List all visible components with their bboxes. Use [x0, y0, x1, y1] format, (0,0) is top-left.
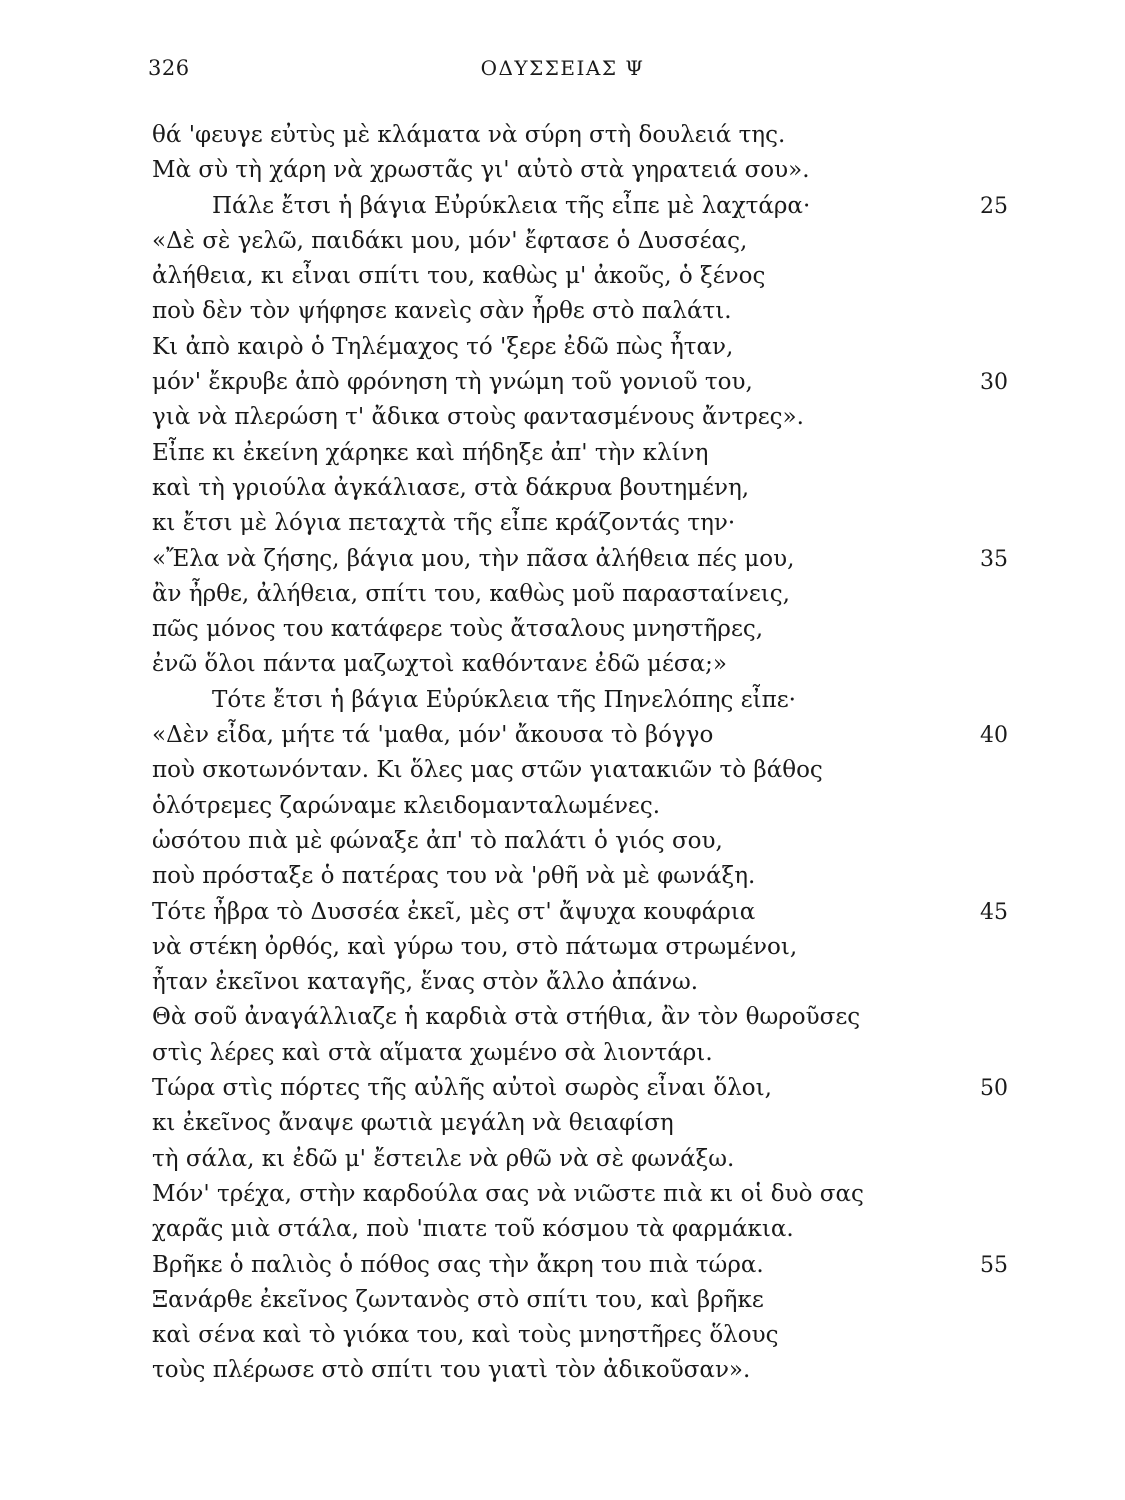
verse-line [0, 189, 1125, 224]
verse-text: χαρᾶς μιὰ στάλα, ποὺ 'πιατε τοῦ κόσμου τὰ φαρμάκια. [152, 1216, 794, 1243]
verse-text: νὰ στέκη ὀρθός, καὶ γύρω του, στὸ πάτωμα στρωμένοι, [152, 933, 798, 960]
verse-text: τὴ σάλα, κι ἐδῶ μ' ἔστειλε νὰ ρθῶ νὰ σὲ φωνάξω. [152, 1145, 735, 1172]
verse-text: ὡσότου πιὰ μὲ φώναξε ἀπ' τὸ παλάτι ὁ γιός σου, [152, 827, 723, 854]
verse-text: «Δὲ σὲ γελῶ, παιδάκι μου, μόν' ἔφτασε ὁ Δυσσέας, [152, 227, 748, 254]
poem-body [0, 118, 1125, 1389]
verse-line [0, 612, 1125, 647]
verse-text: ποὺ πρόσταξε ὁ πατέρας του νὰ 'ρθῆ νὰ μὲ φωνάξη. [152, 863, 756, 890]
verse-line [0, 224, 1125, 259]
verse-text: Ξανάρθε ἐκεῖνος ζωντανὸς στὸ σπίτι του, καὶ βρῆκε [152, 1286, 764, 1313]
verse-line [0, 1283, 1125, 1318]
verse-text: πῶς μόνος του κατάφερε τοὺς ἄτσαλους μνηστῆρες, [152, 616, 764, 643]
verse-line [0, 753, 1125, 788]
verse-line [0, 965, 1125, 1000]
verse-line [0, 542, 1125, 577]
page-number: 326 [148, 56, 190, 80]
verse-line [0, 859, 1125, 894]
verse-line [0, 1248, 1125, 1283]
verse-line [0, 1106, 1125, 1141]
verse-line [0, 895, 1125, 930]
verse-line [0, 1212, 1125, 1247]
verse-text: κι ἐκεῖνος ἄναψε φωτιὰ μεγάλη νὰ θειαφίση [152, 1110, 674, 1137]
verse-text: ἂν ἦρθε, ἀλήθεια, σπίτι του, καθὼς μοῦ παρασταίνεις, [152, 580, 790, 607]
verse-line [0, 577, 1125, 612]
verse-line [0, 1177, 1125, 1212]
verse-text: γιὰ νὰ πλερώση τ' ἄδικα στοὺς φαντασμένους ἄντρες». [152, 404, 804, 431]
verse-line [0, 824, 1125, 859]
verse-text: Τότε ἦβρα τὸ Δυσσέα ἐκεῖ, μὲς στ' ἄψυχα κουφάρια [152, 898, 756, 925]
verse-text: ἐνῶ ὅλοι πάντα μαζωχτοὶ καθόντανε ἐδῶ μέσα;» [152, 651, 727, 678]
verse-number: 25 [980, 193, 1008, 219]
verse-number: 45 [980, 899, 1008, 925]
verse-line [0, 1000, 1125, 1035]
verse-line [0, 294, 1125, 329]
verse-number: 50 [980, 1076, 1008, 1102]
verse-text: Μόν' τρέχα, στὴν καρδούλα σας νὰ νιῶστε πιὰ κι οἱ δυὸ σας [152, 1180, 864, 1207]
verse-line [0, 330, 1125, 365]
verse-text: κι ἔτσι μὲ λόγια πεταχτὰ τῆς εἶπε κράζοντάς την· [152, 510, 736, 537]
verse-text: στὶς λέρες καὶ στὰ αἵματα χωμένο σὰ λιοντάρι. [152, 1039, 713, 1066]
verse-number: 35 [980, 546, 1008, 572]
verse-line [0, 506, 1125, 541]
verse-text: «Δὲν εἶδα, μήτε τά 'μαθα, μόν' ἄκουσα τὸ βόγγο [152, 722, 714, 749]
verse-line [0, 1318, 1125, 1353]
verse-number: 40 [980, 723, 1008, 749]
verse-text: Τώρα στὶς πόρτες τῆς αὐλῆς αὐτοὶ σωρὸς εἶναι ὅλοι, [152, 1075, 772, 1102]
verse-text: Τότε ἔτσι ἡ βάγια Εὐρύκλεια τῆς Πηνελόπης εἶπε· [212, 686, 796, 713]
verse-text: ἦταν ἐκεῖνοι καταγῆς, ἕνας στὸν ἄλλο ἀπάνω. [152, 969, 699, 996]
verse-line [0, 683, 1125, 718]
verse-text: Θὰ σοῦ ἀναγάλλιαζε ἡ καρδιὰ στὰ στήθια, ἂν τὸν θωροῦσες [152, 1004, 861, 1031]
verse-text: ἀλήθεια, κι εἶναι σπίτι του, καθὼς μ' ἀκοῦς, ὁ ξένος [152, 263, 766, 290]
verse-text: καὶ σένα καὶ τὸ γιόκα του, καὶ τοὺς μνηστῆρες ὅλους [152, 1322, 779, 1349]
verse-text: καὶ τὴ γριούλα ἀγκάλιασε, στὰ δάκρυα βουτημένη, [152, 474, 750, 501]
verse-text: μόν' ἔκρυβε ἀπὸ φρόνηση τὴ γνώμη τοῦ γονιοῦ του, [152, 369, 753, 396]
verse-text: Κι ἀπὸ καιρὸ ὁ Τηλέμαχος τό 'ξερε ἐδῶ πὼς ἦταν, [152, 333, 734, 360]
verse-text: θά 'φευγε εὐτὺς μὲ κλάματα νὰ σύρη στὴ δουλειά της. [152, 122, 786, 148]
verse-text: τοὺς πλέρωσε στὸ σπίτι του γιατὶ τὸν ἀδικοῦσαν». [152, 1357, 751, 1384]
verse-text: Πάλε ἔτσι ἡ βάγια Εὐρύκλεια τῆς εἶπε μὲ λαχτάρα· [212, 192, 811, 219]
verse-line [0, 365, 1125, 400]
verse-number: 55 [980, 1252, 1008, 1278]
verse-text: ὁλότρεμες ζαρώναμε κλειδομανταλωμένες. [152, 792, 661, 819]
verse-line [0, 1036, 1125, 1071]
verse-line [0, 259, 1125, 294]
verse-line [0, 400, 1125, 435]
verse-line [0, 436, 1125, 471]
verse-line [0, 647, 1125, 682]
verse-line [0, 471, 1125, 506]
verse-text: «Ἔλα νὰ ζήσης, βάγια μου, τὴν πᾶσα ἀλήθεια πές μου, [152, 545, 795, 572]
verse-line [0, 153, 1125, 188]
verse-line [0, 1071, 1125, 1106]
verse-line [0, 118, 1125, 153]
verse-text: ποὺ δὲν τὸν ψήφησε κανεὶς σὰν ἦρθε στὸ παλάτι. [152, 298, 732, 325]
verse-text: Βρῆκε ὁ παλιὸς ὁ πόθος σας τὴν ἄκρη του πιὰ τώρα. [152, 1251, 764, 1278]
verse-line [0, 1142, 1125, 1177]
verse-line [0, 930, 1125, 965]
verse-line [0, 1353, 1125, 1388]
verse-text: Μὰ σὺ τὴ χάρη νὰ χρωστᾶς γι' αὐτὸ στὰ γηρατειά σου». [152, 157, 810, 184]
verse-line [0, 789, 1125, 824]
page-header [0, 56, 1125, 96]
verse-line [0, 718, 1125, 753]
running-title: ΟΔΥΣΣΕΙΑΣ Ψ [480, 56, 645, 80]
verse-number: 30 [980, 370, 1008, 396]
verse-text: ποὺ σκοτωνόνταν. Κι ὅλες μας στῶν γιατακιῶν τὸ βάθος [152, 757, 823, 784]
verse-text: Εἶπε κι ἐκείνη χάρηκε καὶ πήδηξε ἀπ' τὴν κλίνη [152, 439, 709, 466]
